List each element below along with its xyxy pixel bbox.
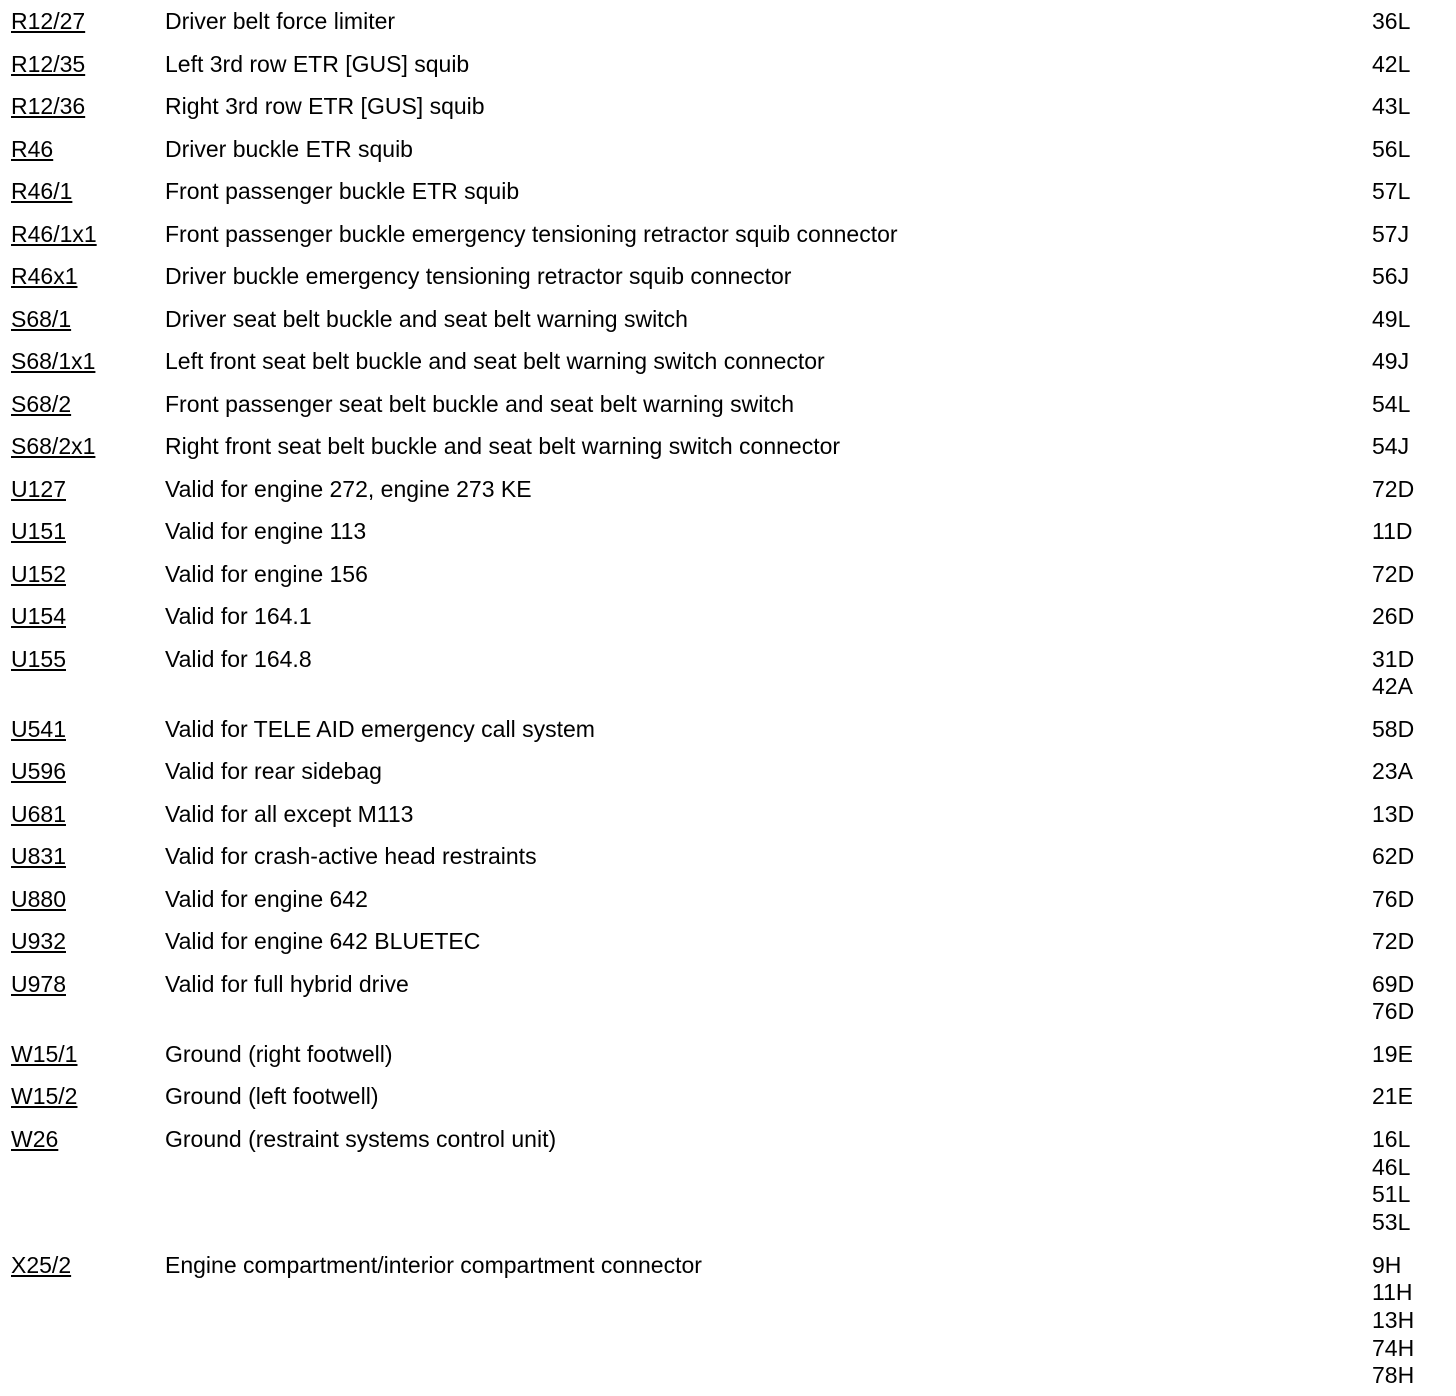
grid-reference-list	[1372, 518, 1456, 546]
component-description: Valid for rear sidebag	[165, 758, 382, 785]
legend-row	[0, 8, 1456, 36]
component-description: Valid for all except M113	[165, 800, 414, 827]
component-code-link[interactable]: U978	[11, 970, 66, 997]
component-description: Left 3rd row ETR [GUS] squib	[165, 50, 470, 77]
component-code-cell	[0, 646, 165, 674]
grid-reference: 54L	[1372, 390, 1411, 417]
legend-row	[0, 716, 1456, 744]
grid-reference: 42A	[1372, 673, 1413, 700]
component-description: Driver belt force limiter	[165, 8, 396, 34]
legend-row	[0, 391, 1456, 419]
grid-reference: 54J	[1372, 433, 1410, 459]
legend-row	[0, 646, 1456, 701]
grid-reference: 51L	[1372, 1181, 1411, 1208]
component-description: Right 3rd row ETR [GUS] squib	[165, 93, 485, 119]
component-code-link[interactable]: R12/27	[11, 8, 86, 34]
component-code-link[interactable]: W26	[11, 1125, 59, 1152]
grid-reference-list	[1372, 1252, 1456, 1391]
grid-reference: 72D	[1372, 475, 1415, 502]
component-code-link[interactable]: U152	[11, 560, 66, 587]
grid-reference-list	[1372, 561, 1456, 589]
grid-reference: 76D	[1372, 885, 1415, 912]
component-description: Driver buckle emergency tensioning retractor squib connector	[165, 263, 792, 289]
component-code-cell	[0, 263, 165, 291]
legend-row	[0, 433, 1456, 461]
grid-reference: 31D	[1372, 645, 1415, 672]
component-code-link[interactable]: X25/2	[11, 1251, 72, 1278]
grid-reference: 62D	[1372, 843, 1415, 870]
component-description: Valid for crash-active head restraints	[165, 843, 537, 870]
grid-reference: 11H	[1372, 1279, 1413, 1306]
grid-reference-list	[1372, 928, 1456, 956]
component-code-cell	[0, 801, 165, 829]
grid-reference: 43L	[1372, 93, 1411, 119]
grid-reference-list	[1372, 221, 1456, 249]
component-code-link[interactable]: U127	[11, 475, 66, 502]
legend-row	[0, 518, 1456, 546]
legend-row	[0, 1126, 1456, 1237]
grid-reference: 9H	[1372, 1251, 1402, 1278]
component-code-link[interactable]: U596	[11, 758, 66, 785]
grid-reference: 19E	[1372, 1040, 1413, 1067]
legend-row	[0, 178, 1456, 206]
grid-reference-list	[1372, 178, 1456, 206]
legend-row	[0, 603, 1456, 631]
grid-reference: 49J	[1372, 348, 1410, 374]
component-description: Front passenger buckle ETR squib	[165, 178, 520, 204]
component-code-link[interactable]: U154	[11, 603, 66, 629]
component-code-cell	[0, 518, 165, 546]
grid-reference-list	[1372, 886, 1456, 914]
component-description: Driver seat belt buckle and seat belt warning switch	[165, 305, 688, 332]
component-code-link[interactable]: U681	[11, 800, 66, 827]
legend-row	[0, 476, 1456, 504]
component-code-cell	[0, 93, 165, 121]
component-description: Valid for engine 113	[165, 518, 367, 544]
component-code-link[interactable]: W15/2	[11, 1083, 78, 1110]
legend-row	[0, 886, 1456, 914]
legend-row	[0, 51, 1456, 79]
component-description: Left front seat belt buckle and seat belt warning switch connector	[165, 348, 825, 374]
grid-reference: 11D	[1372, 518, 1413, 544]
component-code-link[interactable]: R46x1	[11, 263, 78, 289]
component-code-link[interactable]: U932	[11, 928, 66, 955]
component-code-cell	[0, 221, 165, 249]
component-code-link[interactable]: R12/35	[11, 50, 86, 77]
component-code-cell	[0, 8, 165, 36]
grid-reference: 26D	[1372, 603, 1415, 629]
grid-reference-list	[1372, 716, 1456, 744]
component-code-cell	[0, 843, 165, 871]
component-code-cell	[0, 1126, 165, 1154]
grid-reference-list	[1372, 843, 1456, 871]
component-code-link[interactable]: R46/1	[11, 178, 73, 204]
component-code-cell	[0, 391, 165, 419]
grid-reference: 76D	[1372, 998, 1415, 1025]
component-code-cell	[0, 758, 165, 786]
legend-row	[0, 1041, 1456, 1069]
component-description: Valid for engine 642 BLUETEC	[165, 928, 481, 955]
component-description: Valid for TELE AID emergency call system	[165, 715, 595, 742]
grid-reference: 78H	[1372, 1362, 1415, 1389]
component-code-link[interactable]: R12/36	[11, 93, 86, 119]
grid-reference: 23A	[1372, 758, 1413, 785]
component-description: Valid for 164.1	[165, 603, 312, 629]
legend-row	[0, 928, 1456, 956]
component-description: Driver buckle ETR squib	[165, 135, 413, 162]
grid-reference: 56L	[1372, 135, 1411, 162]
legend-row	[0, 801, 1456, 829]
component-code-link[interactable]: U151	[11, 518, 66, 544]
legend-row	[0, 136, 1456, 164]
legend-row	[0, 1252, 1456, 1391]
grid-reference-list	[1372, 263, 1456, 291]
legend-row	[0, 561, 1456, 589]
component-description: Valid for full hybrid drive	[165, 970, 409, 997]
component-description: Valid for engine 156	[165, 560, 368, 587]
grid-reference-list	[1372, 8, 1456, 36]
component-description: Ground (left footwell)	[165, 1083, 379, 1110]
grid-reference-list	[1372, 1126, 1456, 1237]
component-code-link[interactable]: R46	[11, 135, 54, 162]
grid-reference: 53L	[1372, 1209, 1411, 1236]
component-description: Valid for 164.8	[165, 645, 312, 672]
grid-reference: 13H	[1372, 1306, 1415, 1333]
component-description: Right front seat belt buckle and seat belt warning switch connector	[165, 433, 841, 459]
grid-reference-list	[1372, 971, 1456, 1026]
component-code-cell	[0, 136, 165, 164]
component-description: Front passenger buckle emergency tensioning retractor squib connector	[165, 220, 898, 247]
grid-reference-list	[1372, 603, 1456, 631]
component-code-cell	[0, 476, 165, 504]
component-code-cell	[0, 1083, 165, 1111]
component-description: Ground (restraint systems control unit)	[165, 1125, 557, 1152]
grid-reference: 16L	[1372, 1125, 1411, 1152]
component-code-link[interactable]: S68/2	[11, 390, 72, 417]
component-code-cell	[0, 348, 165, 376]
grid-reference: 13D	[1372, 800, 1415, 827]
legend-row	[0, 348, 1456, 376]
grid-reference-list	[1372, 758, 1456, 786]
grid-reference-list	[1372, 93, 1456, 121]
grid-reference: 56J	[1372, 263, 1410, 289]
legend-row	[0, 971, 1456, 1026]
grid-reference-list	[1372, 801, 1456, 829]
grid-reference-list	[1372, 136, 1456, 164]
component-code-cell	[0, 306, 165, 334]
component-code-cell	[0, 561, 165, 589]
grid-reference: 46L	[1372, 1153, 1411, 1180]
grid-reference: 42L	[1372, 50, 1411, 77]
component-code-link[interactable]: U541	[11, 715, 66, 742]
grid-reference: 72D	[1372, 928, 1415, 955]
grid-reference-list	[1372, 433, 1456, 461]
component-description: Engine compartment/interior compartment connector	[165, 1251, 702, 1278]
component-code-cell	[0, 971, 165, 999]
component-code-link[interactable]: W15/1	[11, 1040, 78, 1067]
component-code-link[interactable]: S68/1x1	[11, 348, 96, 374]
grid-reference: 69D	[1372, 970, 1415, 997]
component-code-cell	[0, 886, 165, 914]
grid-reference-list	[1372, 348, 1456, 376]
component-code-link[interactable]: U155	[11, 645, 66, 672]
legend-row	[0, 758, 1456, 786]
component-code-cell	[0, 178, 165, 206]
component-description: Valid for engine 272, engine 273 KE	[165, 475, 532, 502]
grid-reference-list	[1372, 306, 1456, 334]
legend-row	[0, 1083, 1456, 1111]
grid-reference: 57J	[1372, 220, 1410, 247]
grid-reference-list	[1372, 1041, 1456, 1069]
component-code-cell	[0, 1041, 165, 1069]
component-code-link[interactable]: U880	[11, 885, 66, 912]
component-code-cell	[0, 928, 165, 956]
legend-row	[0, 93, 1456, 121]
component-code-link[interactable]: R46/1x1	[11, 220, 97, 247]
grid-reference: 57L	[1372, 178, 1411, 204]
grid-reference: 74H	[1372, 1334, 1415, 1361]
legend-row	[0, 221, 1456, 249]
grid-reference-list	[1372, 646, 1456, 701]
grid-reference: 49L	[1372, 305, 1411, 332]
component-description: Front passenger seat belt buckle and seat belt warning switch	[165, 390, 795, 417]
component-code-link[interactable]: U831	[11, 843, 66, 870]
grid-reference-list	[1372, 476, 1456, 504]
component-code-link[interactable]: S68/2x1	[11, 433, 96, 459]
component-code-cell	[0, 1252, 165, 1280]
grid-reference: 72D	[1372, 560, 1415, 587]
component-code-link[interactable]: S68/1	[11, 305, 72, 332]
grid-reference: 58D	[1372, 715, 1415, 742]
grid-reference: 21E	[1372, 1083, 1413, 1110]
legend-row	[0, 306, 1456, 334]
grid-reference-list	[1372, 51, 1456, 79]
grid-reference: 36L	[1372, 8, 1411, 34]
component-code-cell	[0, 603, 165, 631]
legend-row	[0, 263, 1456, 291]
component-description: Ground (right footwell)	[165, 1040, 393, 1067]
component-code-cell	[0, 51, 165, 79]
component-code-cell	[0, 433, 165, 461]
component-code-cell	[0, 716, 165, 744]
component-description: Valid for engine 642	[165, 885, 368, 912]
legend-row	[0, 843, 1456, 871]
grid-reference-list	[1372, 1083, 1456, 1111]
grid-reference-list	[1372, 391, 1456, 419]
